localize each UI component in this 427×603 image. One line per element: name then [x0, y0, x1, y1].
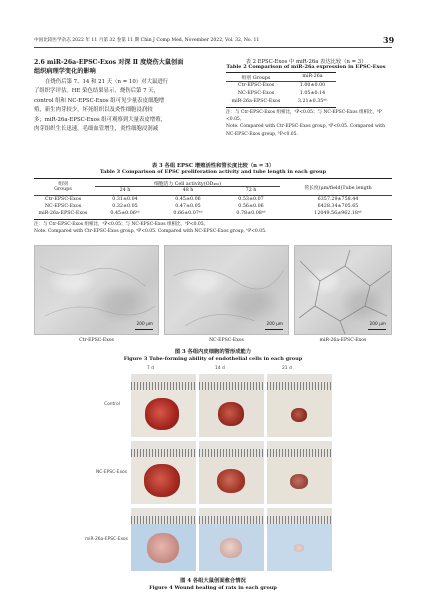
table3-cell: NC-EPSC-Exos	[44, 204, 82, 209]
table2-cell: NC-EPSC-Exos	[237, 91, 275, 96]
figure4-caption-en: Figure 4 Wound healing of rats in each group	[149, 585, 277, 591]
table2-bottom-rule	[226, 107, 336, 108]
figure4-caption-cn: 图 4 各组大鼠创面愈合情况	[180, 578, 246, 584]
day-label-7: 7 d	[147, 366, 154, 371]
table3-cell: Ctr-EPSC-Exos	[44, 197, 82, 202]
wound-photo	[131, 374, 196, 437]
table2-cell: 3.21±0.35ᵃᵇ	[297, 99, 328, 104]
wound-photo	[199, 441, 264, 504]
wound-photo	[267, 508, 332, 571]
table3-cell: 6428.34±705.65	[317, 204, 359, 209]
wound-photo	[199, 508, 264, 571]
figure3-caption-en: Figure 3 Tube-forming ability of endothelial cells in each group	[123, 356, 303, 362]
section-title-line-1: 2.6 miR-26a-EPSC-Exos 对深 Ⅱ 度烧伤大鼠创面	[34, 59, 184, 66]
table3-cell: 0.78±0.08ᵃᵇ	[236, 211, 266, 216]
page-number: 39	[383, 35, 395, 45]
table3-cell: 0.45±0.06	[175, 197, 201, 202]
table3-cell: miR-26a-EPSC-Exos	[38, 211, 88, 216]
scale-bar	[265, 329, 283, 330]
micrograph-mir26a	[294, 245, 392, 335]
section-body	[34, 78, 209, 134]
panel-label-ctr: Ctr-EPSC-Exos	[79, 338, 114, 343]
body-line: 多；miR-26a-EPSC-Exos 组可观察到大量表皮增殖，	[34, 116, 166, 123]
table3-cell: 0.47±0.05	[175, 204, 201, 209]
scale-bar	[135, 329, 153, 330]
table3-cell: 0.31±0.04	[112, 197, 138, 202]
table3-bottom-rule	[34, 219, 392, 220]
panel-label-nc: NC-EPSC-Exos	[209, 338, 244, 343]
table3-cell: 0.32±0.05	[112, 204, 138, 209]
body-line: 在烧伤后第 7、14 和 21 天（n = 10）对大鼠进行	[45, 79, 169, 85]
running-header: 中国比较医学杂志 2022 年 11 月第 32 卷第 11 期 Chin J Comp Med, November 2022, Vol. 32, No. 11	[34, 38, 260, 43]
table3-title-cn: 表 3 各组 EPSC 增殖活性和管长度比较（n = 3）	[151, 163, 275, 169]
scale-text: 200 μm	[136, 322, 153, 327]
row-label-control: Control	[104, 402, 120, 407]
table3-col-24h: 24 h	[119, 188, 131, 193]
scale-text: 200 μm	[369, 322, 386, 327]
table2-note-line: Note. Compared with Ctr-EPSC-Exos group, ᵃP<0.05. Compared with	[226, 124, 385, 130]
table2-cell: Ctr-EPSC-Exos	[237, 83, 275, 88]
body-line: 肉芽组织生长迅速，毛细血管增生，炎性细胞浸润减	[34, 126, 158, 133]
table3-col-tube: 管长度(μm/field)Tube length	[304, 186, 372, 191]
table2-note-line: NC-EPSC-Exos group, ᵇP<0.05.	[226, 131, 298, 137]
row-label-nc: NC-EPSC-Exos	[96, 470, 128, 475]
figure3-caption-cn: 图 3 各组内皮细胞的管形成能力	[174, 349, 252, 355]
day-label-21: 21 d	[282, 366, 292, 371]
table3-head-rule	[34, 195, 392, 196]
table3-cell: 12049.56±962.18ᵃᵇ	[314, 211, 362, 216]
table3-note-en: Note. Compared with Ctr-EPSC-Exos group, ᵃP<0.05. Compared with NC-EPSC-Exos group, ᵇP<0.05.	[34, 229, 267, 234]
table3-cell: 6357.29±758.44	[317, 197, 359, 202]
panel-label-mir26a: miR-26a-EPSC-Exos	[319, 338, 367, 343]
table3-col-group-cn: 组别	[58, 182, 68, 187]
scale-text: 200 μm	[266, 322, 283, 327]
table2-title-en: Table 2 Comparison of miR-26a expression in EPSC-Exos	[226, 64, 386, 70]
table2-col-group: 组别 Groups	[241, 76, 271, 81]
wound-photo	[131, 508, 196, 571]
table2-title-cn: 表 2 EPSC-Exos 中 miR-26a 表达比较（n = 3）	[245, 59, 367, 65]
wound-photo	[267, 374, 332, 437]
body-line: 了组织学评估。HE 染色结果显示，烧伤后第 7 天，	[34, 88, 160, 95]
micrograph-ctr	[34, 245, 159, 335]
table3-cell: 0.45±0.06ᵃᵇ	[110, 211, 140, 216]
table2-note-line: 注：与 Ctr-EPSC-Exos 组相比，ᵃP<0.05；与 NC-EPSC-Exos 组相比，ᵇP	[226, 110, 382, 115]
table3-cell: 0.53±0.07	[238, 197, 264, 202]
table3-subhead-rule	[95, 186, 280, 187]
table3-col-group-en: Groups	[54, 187, 72, 192]
table2-top-rule	[226, 72, 336, 73]
section-title-line-2: 组织病理学变化的影响	[34, 68, 96, 75]
table3-top-rule	[34, 178, 392, 179]
header-rule	[34, 47, 392, 48]
table3-title-en: Table 3 Comparison of EPSC proliferation activity and tube length in each group	[99, 169, 327, 175]
table2-head-rule	[226, 81, 336, 82]
table2-cell: 1.00±0.00	[299, 83, 326, 88]
body-line: 殖，新生肉芽较少，坏死组织以及炎性细胞浸润较	[34, 107, 153, 114]
wound-photo	[131, 441, 196, 504]
table2-notes	[226, 109, 385, 138]
day-label-14: 14 d	[215, 366, 225, 371]
section-heading	[34, 58, 209, 76]
wound-photo	[267, 441, 332, 504]
table3-cell: 0.66±0.07ᵃᵇ	[173, 211, 203, 216]
table2-note-line: <0.05。	[226, 117, 245, 123]
table3-col-activity: 细胞活力 Cell activity(OD₄₅₀)	[154, 182, 221, 187]
micrograph-nc	[164, 245, 289, 335]
scale-bar	[368, 329, 386, 330]
table2-col-mir: miR-26a	[302, 74, 323, 79]
table3-col-48h: 48 h	[182, 188, 194, 193]
body-line: control 组和 NC-EPSC-Exos 组可见少量表皮细胞增	[34, 97, 165, 104]
wound-photo	[199, 374, 264, 437]
table2-cell: miR-26a-EPSC-Exos	[231, 99, 281, 104]
table3-cell: 0.56±0.06	[238, 204, 264, 209]
table3-note-cn: 注：与 Ctr-EPSC-Exos 组相比，ᵃP<0.05；与 NC-EPSC-Exos 组相比，ᵇP<0.05。	[34, 222, 209, 227]
row-label-mir26a: miR-26a-EPSC-Exos	[85, 537, 128, 542]
table3-col-72h: 72 h	[245, 188, 257, 193]
table2-cell: 1.05±0.14	[299, 91, 326, 96]
